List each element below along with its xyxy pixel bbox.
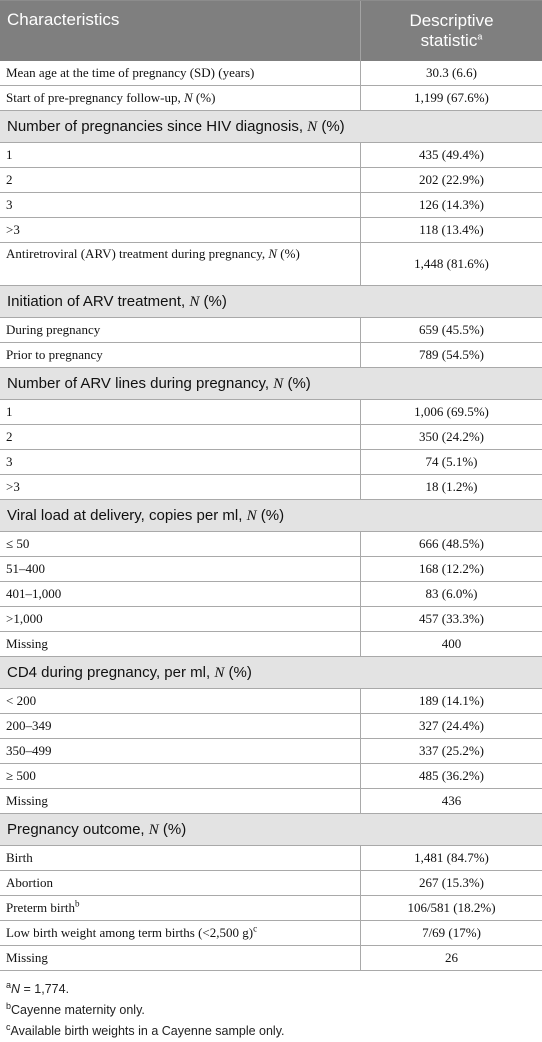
row-label: [0, 61, 361, 85]
row-label-text: Missing: [6, 950, 48, 965]
table-row: [0, 871, 542, 896]
row-value: 83 (6.0%): [425, 586, 478, 601]
row-value: 26: [445, 950, 458, 965]
row-label-text: Mean age at the time of pregnancy (SD) (years): [6, 65, 255, 80]
header-col2-line1: Descriptive: [409, 11, 494, 30]
row-value: 659 (45.5%): [419, 322, 484, 337]
row-label: [0, 632, 361, 656]
row-label: [0, 243, 361, 285]
table-row: [0, 400, 542, 425]
row-value: 1,006 (69.5%): [414, 404, 489, 419]
row-label: [0, 450, 361, 474]
row-label-text: 2: [6, 429, 13, 444]
row-label: [0, 871, 361, 895]
row-label: [0, 689, 361, 713]
footnote-n-symbol: N: [11, 982, 21, 996]
row-label-text: Missing: [6, 636, 48, 651]
row-value: 1,199 (67.6%): [414, 90, 489, 105]
row-value: 74 (5.1%): [425, 454, 478, 469]
row-label-text: 2: [6, 172, 13, 187]
table-row: [0, 946, 542, 971]
row-label: [0, 400, 361, 424]
row-label-text: 401–1,000: [6, 586, 62, 601]
table-row: [0, 475, 542, 500]
row-label: [0, 714, 361, 738]
row-value: 327 (24.4%): [419, 718, 484, 733]
row-label: [0, 425, 361, 449]
row-label: [0, 946, 361, 970]
row-value: 30.3 (6.6): [426, 65, 477, 80]
table-row: [0, 921, 542, 946]
table-header: [0, 1, 542, 61]
section-title-suffix: (%): [283, 375, 311, 392]
row-value: 400: [441, 636, 462, 651]
footnotes: [0, 971, 542, 1042]
row-value: 1,448 (81.6%): [414, 256, 489, 271]
table-row: [0, 243, 542, 286]
section-title-suffix: (%): [199, 293, 227, 310]
row-label-text: < 200: [6, 693, 37, 708]
row-label-text: 3: [6, 197, 13, 212]
row-label: [0, 789, 361, 813]
table-row: [0, 61, 542, 86]
row-label: [0, 143, 361, 167]
row-label: [0, 764, 361, 788]
section-n-symbol: N: [214, 665, 225, 681]
table-row: [0, 632, 542, 657]
section-header: [0, 814, 542, 846]
row-value: 350 (24.2%): [419, 429, 484, 444]
row-value: 337 (25.2%): [419, 743, 484, 758]
row-value: 202 (22.9%): [419, 172, 484, 187]
table-row: [0, 714, 542, 739]
footnote-marker: b: [74, 898, 80, 909]
section-n-symbol: N: [307, 119, 318, 135]
footnote-marker: a: [477, 31, 483, 42]
row-value: 436: [441, 793, 462, 808]
section-title: Pregnancy outcome,: [7, 821, 149, 838]
table-row: [0, 557, 542, 582]
header-descriptive-statistic: [361, 1, 542, 61]
row-label-text: >1,000: [6, 611, 43, 626]
header-characteristics: Characteristics: [0, 1, 361, 61]
row-label: [0, 739, 361, 763]
section-title: Initiation of ARV treatment,: [7, 293, 190, 310]
section-title-suffix: (%): [317, 118, 345, 135]
row-value: 666 (48.5%): [419, 536, 484, 551]
row-value: 7/69 (17%): [422, 925, 481, 940]
row-label: [0, 921, 361, 945]
row-label: [0, 846, 361, 870]
header-col2-line2: [421, 31, 483, 51]
row-label-text: ≥ 500: [6, 768, 36, 783]
section-title: Viral load at delivery, copies per ml,: [7, 507, 247, 524]
row-label-text: 1: [6, 404, 13, 419]
row-value: 435 (49.4%): [419, 147, 484, 162]
row-label-text: Preterm birth: [6, 900, 75, 915]
section-header: [0, 500, 542, 532]
row-label-text: 350–499: [6, 743, 52, 758]
row-label: [0, 532, 361, 556]
section-title: Number of pregnancies since HIV diagnosis,: [7, 118, 308, 135]
row-label-text: Birth: [6, 850, 33, 865]
footnote-marker: c: [6, 1021, 11, 1032]
section-n-symbol: N: [273, 376, 284, 392]
row-label: [0, 343, 361, 367]
row-label-n-symbol: N: [268, 246, 278, 261]
table-row: [0, 846, 542, 871]
row-label-text: ≤ 50: [6, 536, 30, 551]
row-label-text: 3: [6, 454, 13, 469]
row-label: [0, 557, 361, 581]
row-label-text: 1: [6, 147, 13, 162]
table-row: [0, 582, 542, 607]
row-label-n-symbol: N: [183, 90, 193, 105]
table-row: [0, 86, 542, 111]
row-value: 457 (33.3%): [419, 611, 484, 626]
row-value: 106/581 (18.2%): [407, 900, 496, 915]
table-row: [0, 193, 542, 218]
footnote-text: = 1,774.: [20, 982, 70, 996]
row-label-text: >3: [6, 222, 20, 237]
row-value: 1,481 (84.7%): [414, 850, 489, 865]
row-label-text: 200–349: [6, 718, 52, 733]
row-label-text: Prior to pregnancy: [6, 347, 103, 362]
section-title-suffix: (%): [158, 821, 187, 838]
row-label: [0, 475, 361, 499]
table-row: [0, 218, 542, 243]
row-label-text: Start of pre-pregnancy follow-up,: [6, 90, 184, 105]
footnote: [6, 979, 542, 1000]
row-label-text: Missing: [6, 793, 48, 808]
row-value: 168 (12.2%): [419, 561, 484, 576]
table-row: [0, 168, 542, 193]
section-header: [0, 111, 542, 143]
table-row: [0, 607, 542, 632]
row-label: [0, 607, 361, 631]
section-n-symbol: N: [189, 294, 200, 310]
table-row: [0, 343, 542, 368]
row-label: [0, 193, 361, 217]
row-label-suffix: (%): [192, 90, 216, 105]
row-value: 485 (36.2%): [419, 768, 484, 783]
section-title-suffix: (%): [256, 507, 285, 524]
section-title: Number of ARV lines during pregnancy,: [7, 375, 274, 392]
footnote-marker: c: [253, 923, 258, 934]
table-row: [0, 764, 542, 789]
row-value: 18 (1.2%): [425, 479, 478, 494]
row-label: [0, 318, 361, 342]
footnote-text: Cayenne maternity only.: [11, 1003, 145, 1017]
header-col2-text: statistic: [420, 31, 478, 50]
row-label: [0, 218, 361, 242]
footnote: [6, 1000, 542, 1021]
row-label-text: Antiretroviral (ARV) treatment during pregnancy,: [6, 246, 269, 261]
section-header: [0, 368, 542, 400]
section-title: CD4 during pregnancy, per ml,: [7, 664, 215, 681]
row-value: 118 (13.4%): [419, 222, 484, 237]
table-row: [0, 318, 542, 343]
row-label-text: >3: [6, 479, 20, 494]
table-row: [0, 896, 542, 921]
section-header: [0, 657, 542, 689]
table-body: [0, 61, 542, 971]
footnote-marker: a: [6, 979, 12, 990]
row-label: [0, 86, 361, 110]
table-row: [0, 450, 542, 475]
row-value: 189 (14.1%): [419, 693, 484, 708]
section-title-suffix: (%): [224, 664, 252, 681]
row-label: [0, 896, 361, 920]
row-label: [0, 168, 361, 192]
footnote-text: Available birth weights in a Cayenne sample only.: [10, 1024, 285, 1038]
section-n-symbol: N: [246, 508, 257, 524]
table-row: [0, 425, 542, 450]
row-label: [0, 582, 361, 606]
section-n-symbol: N: [148, 822, 159, 838]
row-label-suffix: (%): [277, 246, 300, 261]
row-value: 789 (54.5%): [419, 347, 484, 362]
footnote-marker: b: [6, 1000, 12, 1011]
row-label-text: During pregnancy: [6, 322, 101, 337]
section-header: [0, 286, 542, 318]
row-value: 126 (14.3%): [419, 197, 484, 212]
table-row: [0, 789, 542, 814]
table-row: [0, 689, 542, 714]
table-row: [0, 143, 542, 168]
row-value: 267 (15.3%): [419, 875, 484, 890]
table-row: [0, 532, 542, 557]
row-label-text: 51–400: [6, 561, 45, 576]
row-label-text: Abortion: [6, 875, 53, 890]
footnote: [6, 1021, 542, 1042]
row-label-text: Low birth weight among term births (<2,500 g): [6, 925, 254, 940]
table-row: [0, 739, 542, 764]
